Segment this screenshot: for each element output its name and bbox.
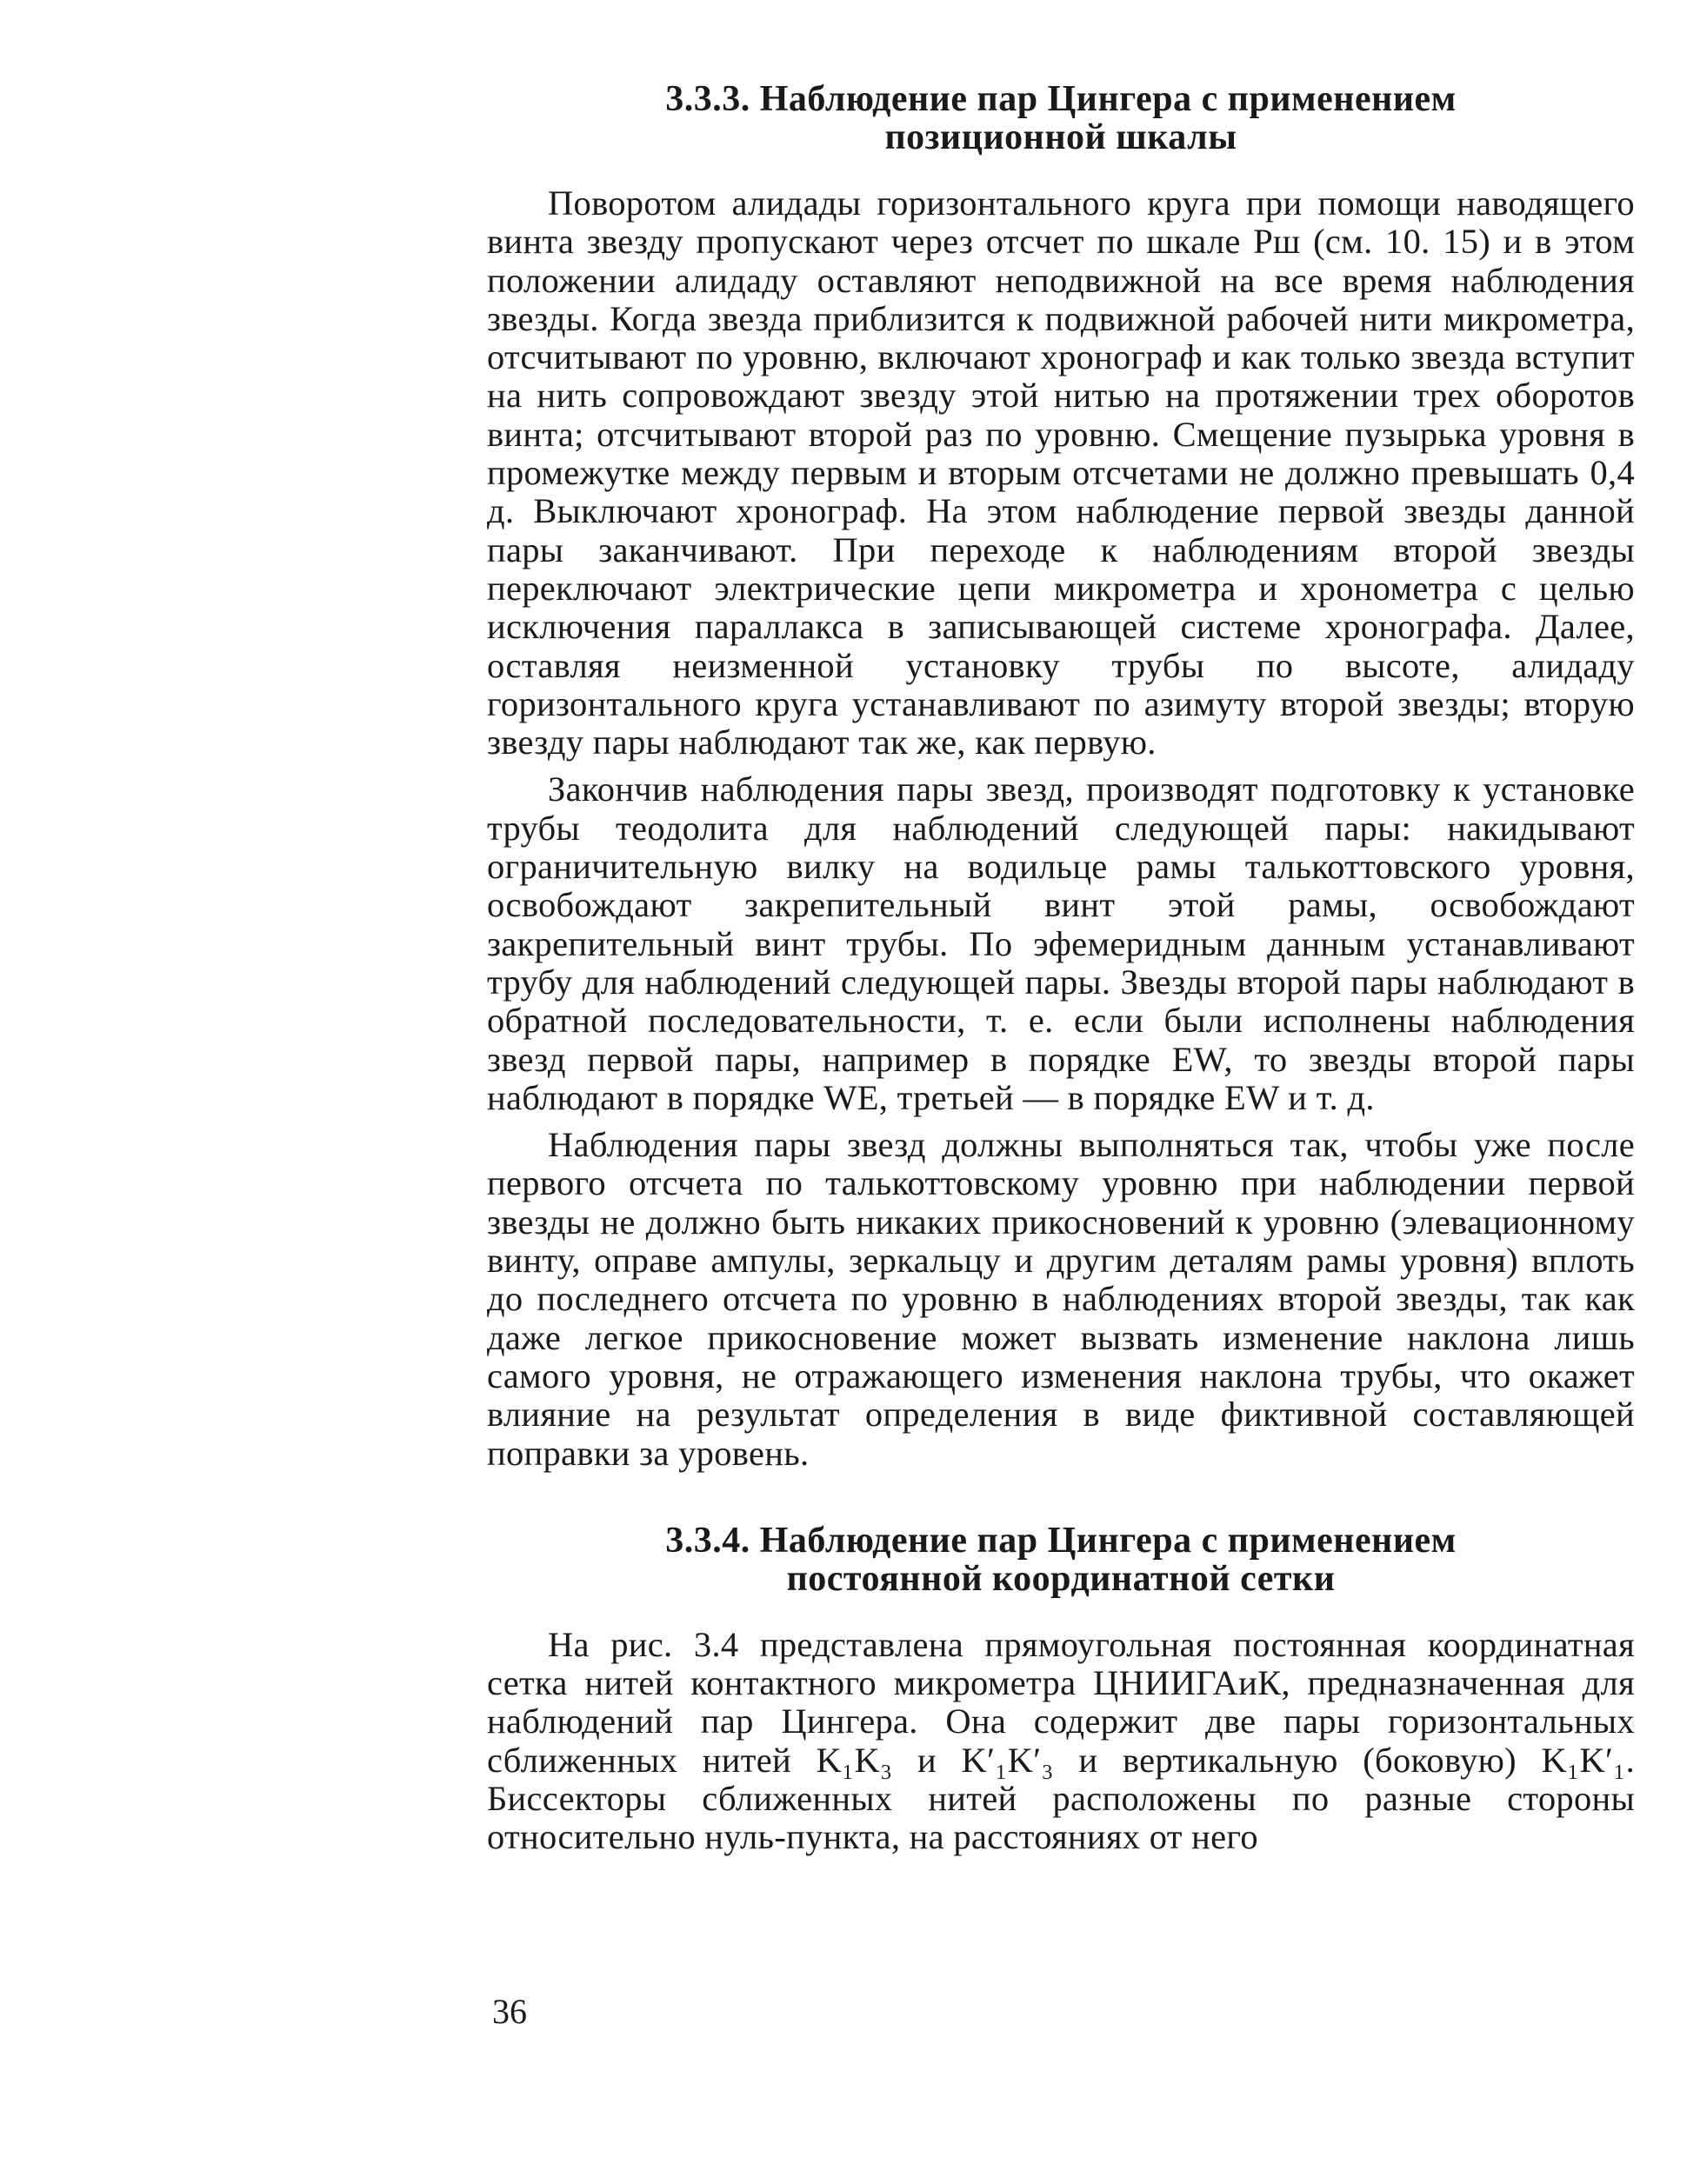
section-heading-line2: позиционной шкалы: [884, 117, 1237, 157]
section-heading-line1: 3.3.3. Наблюдение пар Цингера с применением: [665, 79, 1457, 119]
page-body: [487, 80, 1635, 1857]
section-heading-line1: 3.3.4. Наблюдение пар Цингера с применением: [665, 1520, 1457, 1561]
section-heading-line2: постоянной координатной сетки: [786, 1558, 1336, 1599]
section-heading: [487, 1521, 1635, 1598]
page-number: 36: [492, 1992, 527, 2031]
paragraph: Поворотом алидады горизонтального круга при помощи наводящего винта звезду пропускают через отсчет по шкале Pш (см. 10. 15) и в этом положении алидаду оставляют неподвижной на все время наблюдения звезды. Когда звезда приблизится к подвижной рабочей нити микрометра, отсчитывают по уровню, включают хронограф и как только звезда вступит на нить сопровождают звезду этой нитью на протяжении трех оборотов винта; отсчитывают второй раз по уровню. Смещение пузырька уровня в промежутке между первым и вторым отсчетами не должно превышать 0,4 д. Выключают хронограф. На этом наблюдение первой звезды данной пары заканчивают. При переходе к наблюдениям второй звезды переключают электрические цепи микрометра и хронометра с целью исключения параллакса в записывающей системе хронографа. Далее, оставляя неизменной установку трубы по высоте, алидаду горизонтального круга устанавливают по азимуту второй звезды; вторую звезду пары наблюдают так же, как первую.: [487, 183, 1635, 762]
paragraph: Закончив наблюдения пары звезд, производят подготовку к установке трубы теодолита для наблюдений следующей пары: накидывают ограничительную вилку на водильце рамы талькоттовского уровня, освобождают закрепительный винт этой рамы, освобождают закрепительный винт трубы. По эфемеридным данным устанавливают трубу для наблюдений следующей пары. Звезды второй пары наблюдают в обратной последовательности, т. е. если были исполнены наблюдения звезд первой пары, например в порядке EW, то звезды второй пары наблюдают в порядке WE, третьей — в порядке EW и т. д.: [487, 769, 1635, 1117]
paragraph: На рис. 3.4 представлена прямоугольная постоянная координатная сетка нитей контактного микрометра ЦНИИГАиК, предназначенная для наблюдений пар Цингера. Она содержит две пары горизонтальных сближенных нитей K₁K₃ и K′₁K′₃ и вертикальную (боковую) K₁K′₁. Биссекторы сближенных нитей расположены по разные стороны относительно нуль-пункта, на расстояниях от него: [487, 1624, 1635, 1857]
section-heading: [487, 80, 1635, 156]
paragraph: Наблюдения пары звезд должны выполняться так, чтобы уже после первого отсчета по талькоттовскому уровню при наблюдении первой звезды не должно быть никаких прикосновений к уровню (элевационному винту, оправе ампулы, зеркальцу и другим деталям рамы уровня) вплоть до последнего отсчета по уровню в наблюдениях второй звезды, так как даже легкое прикосновение может вызвать изменение наклона лишь самого уровня, не отражающего изменения наклона трубы, что окажет влияние на результат определения в виде фиктивной составляющей поправки за уровень.: [487, 1125, 1635, 1473]
